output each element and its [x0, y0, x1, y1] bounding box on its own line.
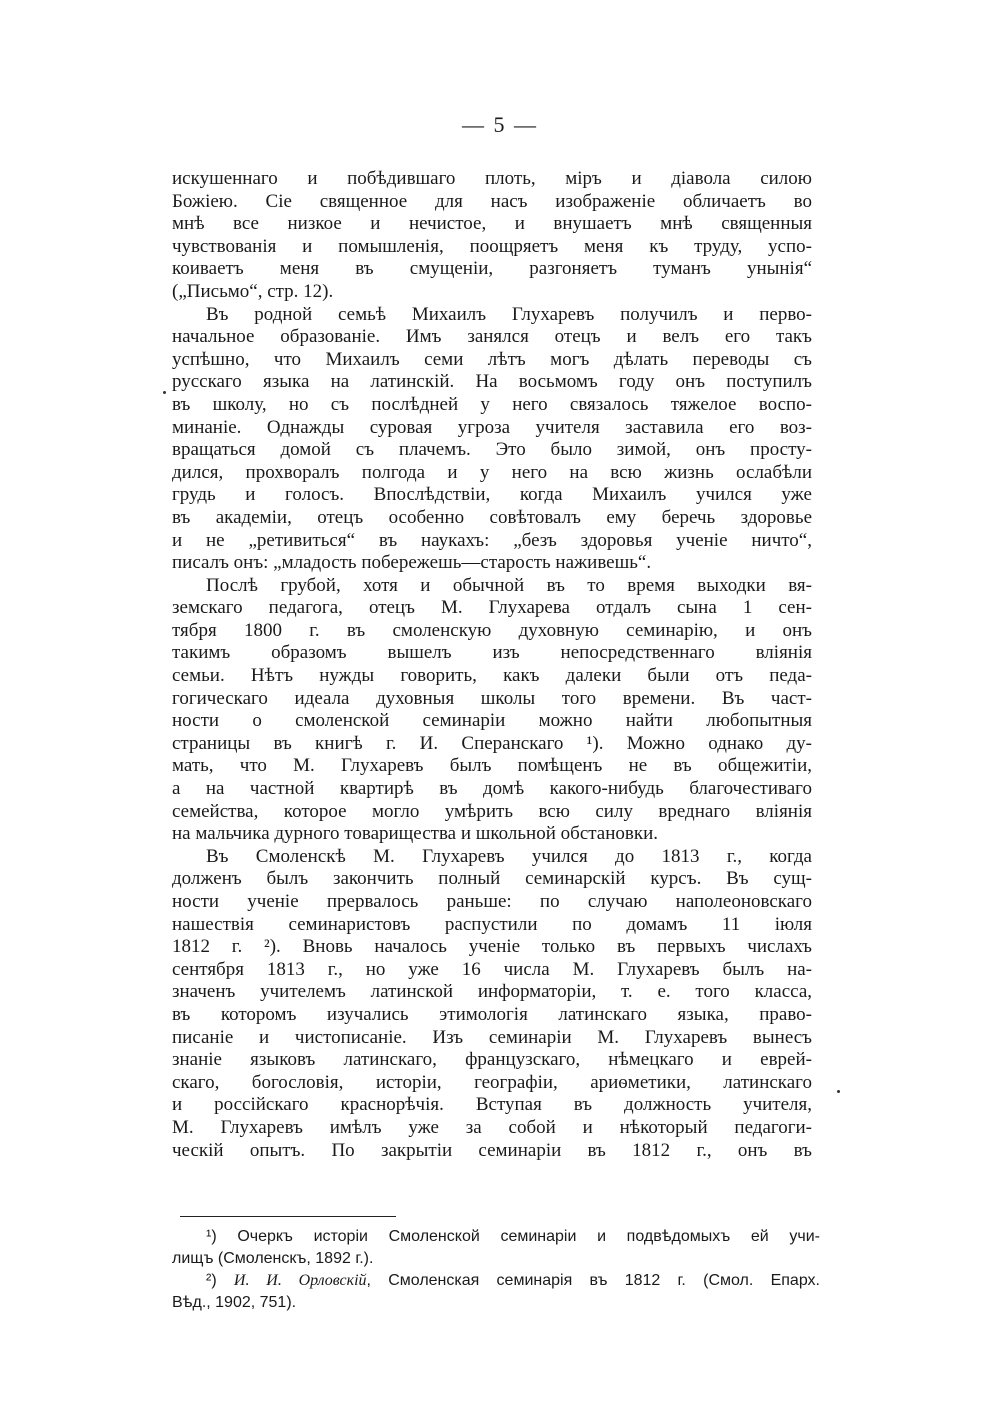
text-line: мнѣ все низкое и нечистое, и внушаетъ мнѣ священныя	[172, 213, 812, 235]
footnote-text: , Смоленская семинарія въ 1812 г. (Смол. Епарх.	[366, 1272, 820, 1289]
footnote-line	[172, 1226, 820, 1248]
footnote-line	[172, 1292, 820, 1314]
text-line: дился, прохворалъ полгода и у него на всю жизнь ослабѣли	[172, 461, 812, 483]
footnote-text: лищъ (Смоленскъ, 1892 г.).	[172, 1250, 374, 1267]
text-line: М. Глухаревъ имѣлъ уже за собой и нѣкоторый педагоги-	[172, 1116, 812, 1138]
text-line: начальное образованіе. Имъ занялся отецъ и велъ его такъ	[172, 326, 812, 348]
text-line: русскаго языка на латинскій. На восьмомъ году онъ поступилъ	[172, 371, 812, 393]
footnote-marker: ¹)	[206, 1228, 217, 1245]
footnotes	[172, 1226, 820, 1314]
text-line: писаніе и чистописаніе. Изъ семинаріи М. Глухаревъ вынесъ	[172, 1026, 812, 1048]
text-line: искушеннаго и побѣдившаго плоть, міръ и діавола силою	[172, 168, 812, 189]
text-line: грудь и голосъ. Впослѣдствіи, когда Михаилъ учился уже	[172, 484, 812, 506]
text-line: чувствованія и помышленія, поощряетъ меня къ труду, успо-	[172, 235, 812, 257]
text-line: („Письмо“, стр. 12).	[172, 280, 334, 302]
text-line: въ академіи, отецъ особенно совѣтовалъ ему беречь здоровье	[172, 506, 812, 528]
footnote-separator-rule	[180, 1216, 396, 1217]
text-line: гогическаго идеала духовныя школы того времени. Въ част-	[172, 687, 812, 709]
text-line: земскаго педагога, отецъ М. Глухарева отдалъ сына 1 сен-	[172, 597, 812, 619]
scan-speck	[837, 1090, 840, 1093]
text-line: въ которомъ изучались этимологія латинскаго языка, право-	[172, 1003, 812, 1025]
text-line: вращаться домой съ плачемъ. Это было зимой, онъ просту-	[172, 439, 812, 461]
text-line: скаго, богословія, исторіи, географіи, ариѳметики, латинскаго	[172, 1071, 812, 1093]
body-text	[172, 168, 812, 1162]
text-line: ности о смоленской семинаріи можно найти любопытныя	[172, 710, 812, 732]
text-line: мать, что М. Глухаревъ былъ помѣщенъ не въ общежитіи,	[172, 755, 812, 777]
text-line: въ школу, но съ послѣдней у него связалось тяжелое воспо-	[172, 393, 812, 415]
page-number: — 5 —	[462, 112, 538, 137]
text-line: значенъ учителемъ латинской информаторіи, т. е. того класса,	[172, 981, 812, 1003]
text-line: Въ родной семьѣ Михаилъ Глухаревъ получилъ и перво-	[206, 303, 812, 325]
text-line: сентября 1813 г., но уже 16 числа М. Глухаревъ былъ на-	[172, 958, 812, 980]
text-line: Божіею. Сіе священное для насъ изображеніе обличаетъ во	[172, 190, 812, 212]
text-line: ческій опытъ. По закрытіи семинаріи въ 1812 г., онъ въ	[172, 1139, 812, 1161]
text-line: ности ученіе прервалось раньше: по случаю наполеоновскаго	[172, 891, 812, 912]
text-line: коиваетъ меня въ смущеніи, разгоняетъ туманъ унынія“	[172, 258, 812, 280]
footnote-marker: ²)	[206, 1272, 217, 1289]
text-line: знаніе языковъ латинскаго, французскаго, нѣмецкаго и еврей-	[172, 1049, 812, 1071]
text-line: такимъ образомъ вышелъ изъ непосредственнаго вліянія	[172, 642, 812, 664]
text-line: нашествія семинаристовъ распустили по домамъ 11 іюля	[172, 913, 812, 935]
footnote-text: Очеркъ исторіи Смоленской семинаріи и подвѣдомыхъ ей учи-	[237, 1228, 820, 1245]
text-line: успѣшно, что Михаилъ семи лѣтъ могъ дѣлать переводы съ	[172, 348, 812, 370]
text-line: а на частной квартирѣ въ домѣ какого-нибудь благочестиваго	[172, 778, 812, 800]
text-line: 1812 г. ²). Вновь началось ученіе только въ первыхъ числахъ	[172, 936, 812, 958]
text-line: Послѣ грубой, хотя и обычной въ то время выходки вя-	[206, 574, 812, 596]
text-line: семейства, которое могло умѣрить всю силу вреднаго вліянія	[172, 800, 812, 822]
text-line: на мальчика дурного товарищества и школьной обстановки.	[172, 823, 659, 845]
text-line: долженъ былъ закончить полный семинарскій курсъ. Въ сущ-	[172, 868, 812, 890]
footnote-text: Вѣд., 1902, 751).	[172, 1294, 297, 1311]
text-line: семьи. Нѣтъ нужды говорить, какъ далеки были отъ педа-	[172, 665, 812, 687]
text-line: писалъ онъ: „младость побережешь—старость наживешь“.	[172, 552, 652, 574]
scan-speck	[163, 391, 166, 394]
footnote-author: И. И. Орловскій	[233, 1272, 367, 1289]
footnote-line	[172, 1248, 820, 1270]
footnote-line	[172, 1270, 820, 1292]
text-line: и не „ретивиться“ въ наукахъ: „безъ здоровья ученіе ничто“,	[172, 529, 812, 551]
text-line: страницы въ книгѣ г. И. Сперанскаго ¹). Можно однако ду-	[172, 732, 812, 754]
text-line: тября 1800 г. въ смоленскую духовную семинарію, и онъ	[172, 619, 812, 641]
text-line: минаніе. Однажды суровая угроза учителя заставила его воз-	[172, 416, 812, 438]
text-line: и россійскаго краснорѣчія. Вступая въ должность учителя,	[172, 1094, 812, 1116]
text-line: Въ Смоленскѣ М. Глухаревъ учился до 1813 г., когда	[206, 845, 812, 867]
